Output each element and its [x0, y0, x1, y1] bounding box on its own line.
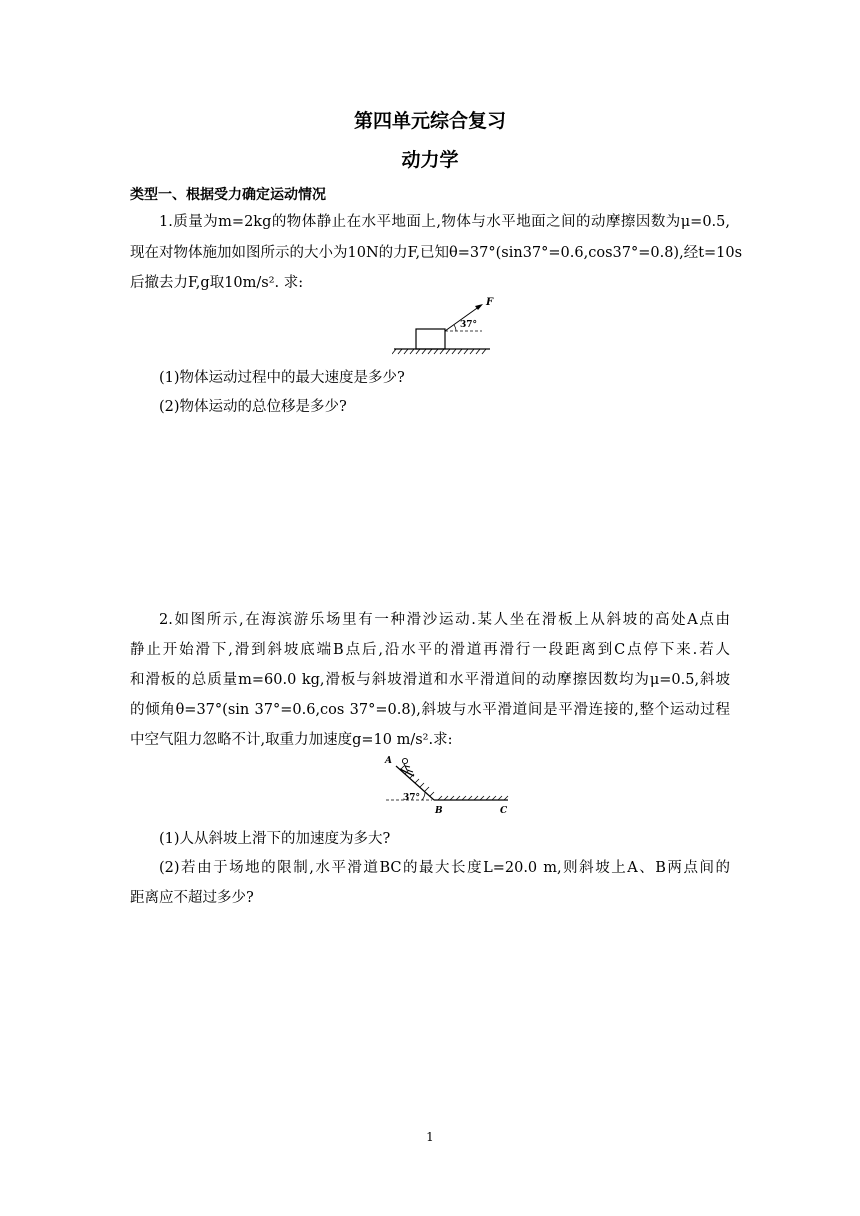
- q2-sub2-line-1: (2)若由于场地的限制,水平滑道BC的最大长度L=20.0 m,则斜坡上A、B两点间的: [159, 860, 730, 876]
- q1-force-label: F: [486, 297, 494, 308]
- q2-sub2-line-2: 距离应不超过多少?: [130, 890, 254, 906]
- q2-line-1: 2.如图所示,在海滨游乐场里有一种滑沙运动.某人坐在滑板上从斜坡的高处A点由: [159, 612, 730, 628]
- page-title: 第四单元综合复习: [353, 110, 506, 132]
- q2-point-a-label: A: [385, 756, 392, 766]
- q1-sub2: (2)物体运动的总位移是多少?: [159, 399, 347, 415]
- q1-angle-label: 37°: [460, 320, 478, 330]
- q1-line-2: 现在对物体施加如图所示的大小为10N的力F,已知θ=37°(sin37°=0.6,cos37°=0.8),经t=10s: [130, 245, 743, 261]
- q2-point-c-label: C: [500, 806, 508, 816]
- q2-line-3: 和滑板的总质量m=60.0 kg,滑板与斜坡滑道和水平滑道间的动摩擦因数均为μ=0.5,斜坡: [130, 672, 730, 688]
- page-subtitle: 动力学: [401, 149, 459, 171]
- q1-sub1: (1)物体运动过程中的最大速度是多少?: [159, 370, 405, 386]
- q2-point-b-label: B: [435, 806, 443, 816]
- page-number: 1: [426, 1130, 434, 1144]
- q1-line-3: 后撤去力F,g取10m/s². 求:: [130, 275, 304, 291]
- q2-sub1: (1)人从斜坡上滑下的加速度为多大?: [159, 831, 391, 847]
- q2-line-4: 的倾角θ=37°(sin 37°=0.6,cos 37°=0.8),斜坡与水平滑道间是平滑连接的,整个运动过程: [130, 702, 730, 718]
- q2-line-5: 中空气阻力忽略不计,取重力加速度g=10 m/s².求:: [130, 732, 453, 748]
- q2-line-2: 静止开始滑下,滑到斜坡底端B点后,沿水平的滑道再滑行一段距离到C点停下来.若人: [130, 642, 730, 658]
- q2-slope-figure: [382, 756, 512, 822]
- section-heading: 类型一、根据受力确定运动情况: [130, 187, 326, 203]
- q1-line-1: 1.质量为m=2kg的物体静止在水平地面上,物体与水平地面之间的动摩擦因数为μ=0.5,: [159, 214, 730, 230]
- q2-angle-label: 37°: [403, 793, 421, 803]
